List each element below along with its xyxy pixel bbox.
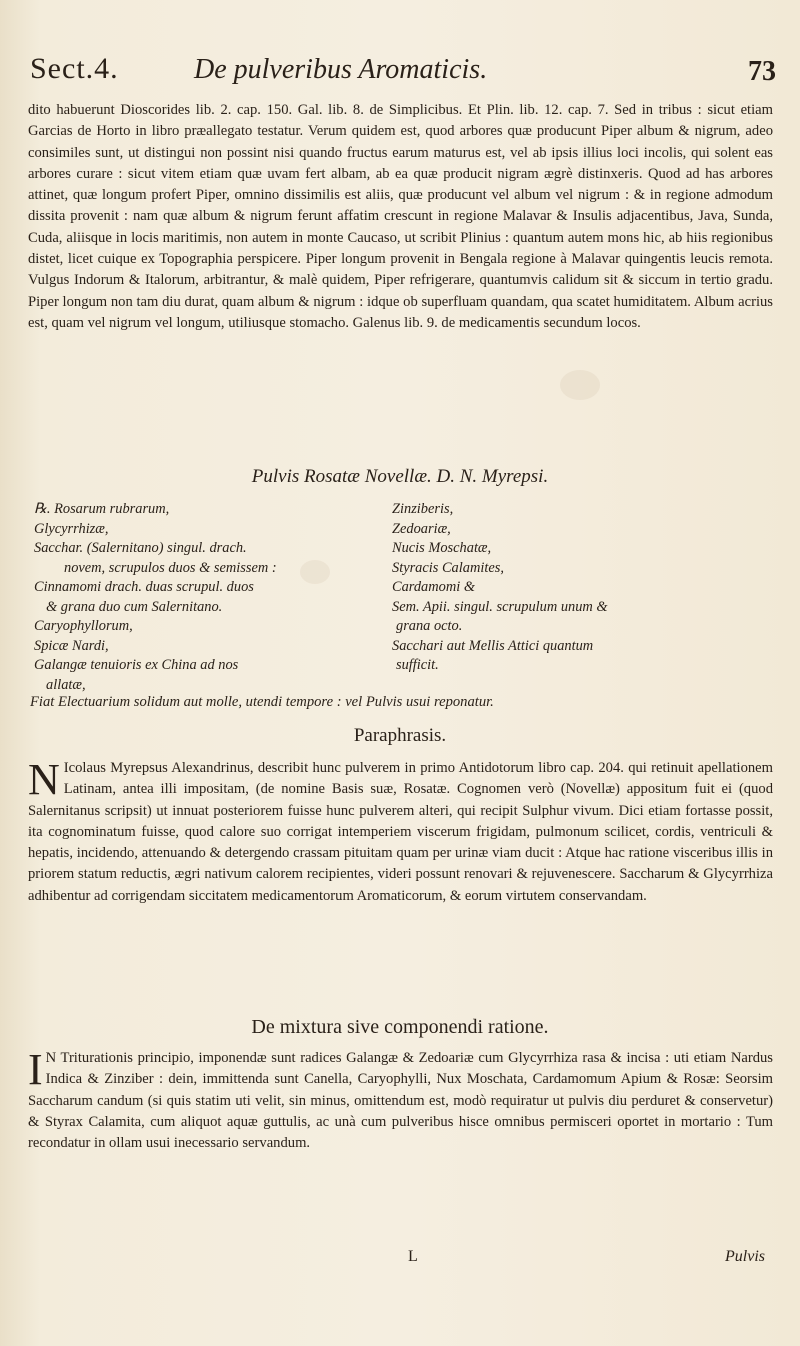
paraphrasis-text: Icolaus Myrepsus Alexandrinus, describit hunc pulverem in primo Antidotorum libro cap. 204. qui retinuit apellationem Latinam, antea illi impositam, (de nomine Basis suæ, Rosatæ. Cognomen verò (Novellæ) appositum fuit ei (quod Salernitanus scripsit) ut innuat posteriorem fuisse hunc pulverem alteri, qui recipit Sulphur vivum. Dici etiam fortasse possit, ita cognominatum fuisse, quod calore suo corrigat intemperiem viscerum frigidam, pulmonum scilicet, cordis, ventriculi & hepatis, incidendo, attenuando & detergendo crassam pituitam quam per urinæ viam ducit : Atque hac ratione visceribus illis in priorem statum reductis, ægri nativum calorem recipientes, videri possunt renovari & rejuvenescere. Saccharum & Glycyrrhiza adhibentur ad corrigendam siccitatem medicamentorum Aromaticorum, & eorum virtutem conservandam. — [28, 760, 773, 904]
ingredient-line: Galangæ tenuioris ex China ad nos — [34, 657, 239, 673]
running-header — [28, 52, 780, 102]
ingredient-line: sufficit. — [396, 657, 439, 673]
ingredient-line: Sem. Apii. singul. scrupulum unum & — [392, 598, 608, 615]
ingredient-line: & grana duo cum Salernitano. — [46, 598, 223, 615]
top-paragraph: dito habuerunt Dioscorides lib. 2. cap. 150. Gal. lib. 8. de Simplicibus. Et Plin. lib. 12. cap. 7. Sed in tribus : sicut etiam Garcias de Horto in libro præallegato testatur. Verum quidem est, quod arbores quæ producunt Piper album & nigrum, adeo consimiles sunt, ut distingui non possint nisi quando fructus earum maturus est, vel ab ipsis illius loci incolis, qui solent eas arbores curare : sicut vitem etiam quæ uvam fert albam, ab ea quæ producit nigram ægrè distinxeris. Quod ad has arbores attinet, quæ longum profert Piper, omnino dissimilis est aliis, quæ producunt vel album vel nigrum : & in regione admodum dissita provenit : nam quæ album & nigrum ferunt affatim crescunt in regione Malavar & Insulis adjacentibus, Java, Sunda, Cuda, aliisque in locis maritimis, non autem in monte Caucaso, ut scribit Plinius : quantum autem mons hic, ab hiis regionibus distet, licet cuique ex Topographia perspicere. Piper longum provenit in Bengala regione à Malavar quingentis leucis remota. Vulgus Indorum & Italorum, arbitrantur, & malè quidem, Piper refrigerare, quantumvis calidum sit & siccum in tertio gradu. Piper longum non tam diu durat, quam album & nigrum : idque ob superfluam quandam, qua scatet humiditatem. Album acrius est, quam vel nigrum vel longum, utiliusque stomacho. Galenus lib. 9. de medicamentis secundum locos. — [28, 102, 773, 331]
paraphrasis-heading: Paraphrasis. — [353, 725, 447, 746]
page-number: 73 — [748, 56, 776, 87]
ingredient-line: Nucis Moschatæ, — [392, 540, 492, 556]
ingredient-line: novem, scrupulos duos & semissem : — [64, 559, 277, 576]
paraphrasis-body — [28, 755, 773, 907]
ingredient-line: Caryophyllorum, — [34, 618, 133, 634]
paper-stain — [560, 370, 600, 400]
ingredient-line: Styracis Calamites, — [392, 559, 504, 576]
ingredient-line: allatæ, — [46, 676, 86, 693]
ingredient-line: Cinnamomi drach. duas scrupul. duos — [34, 579, 254, 595]
ingredient-line: grana octo. — [396, 618, 463, 634]
drop-capital: I — [28, 1045, 43, 1094]
mixtura-text: N Triturationis principio, imponendæ sunt radices Galangæ & Zedoariæ cum Glycyrrhiza rasa & incisa : uti etiam Nardus Indica & Zinziber : dein, immittenda sunt Canella, Caryophylli, Nux Moschata, Cardamomum Apium & Rosæ: Seorsim Saccharum candum (si quis statim uti velit, sin minus, omittendum est, modò requiratur ut pulvis diu perduret & conservetur) & Styrax Calamita, cum aliquot aquæ guttulis, ac unà cum pulveribus hisce omnibus permisceri oportet in mortario : Tum recondatur in ollam usui inecessario servandum. — [28, 1050, 773, 1152]
ingredient-line: Cardamomi & — [392, 579, 476, 595]
ingredient-line: Sacchar. (Salernitano) singul. drach. — [34, 540, 247, 556]
ingredient-line: Spicæ Nardi, — [34, 637, 109, 654]
mixtura-heading: De mixtura sive componendi ratione. — [251, 1016, 549, 1038]
ingredient-line: Zedoariæ, — [392, 520, 451, 537]
ingredient-line: Glycyrrhizæ, — [34, 520, 109, 537]
ingredient-line: Zinziberis, — [392, 501, 454, 517]
section-label: Sect.4. — [30, 52, 119, 85]
recipe-title: Pulvis Rosatæ Novellæ. D. N. Myrepsi. — [251, 466, 549, 487]
recipe-ingredients-left — [34, 500, 344, 695]
mixtura-body — [28, 1045, 773, 1154]
recipe-closing: Fiat Electuarium solidum aut molle, utendi tempore : vel Pulvis usui reponatur. — [30, 694, 494, 710]
ingredient-line: Sacchari aut Mellis Attici quantum — [392, 637, 594, 654]
catchword: Pulvis — [725, 1248, 765, 1265]
signature-mark: L — [408, 1248, 418, 1265]
drop-capital: N — [28, 755, 60, 804]
ingredient-line: ℞. Rosarum rubrarum, — [34, 501, 170, 517]
page-footer — [28, 1248, 773, 1272]
recipe-ingredients-right — [392, 500, 752, 676]
running-title: De pulveribus Aromaticis. — [194, 54, 488, 85]
